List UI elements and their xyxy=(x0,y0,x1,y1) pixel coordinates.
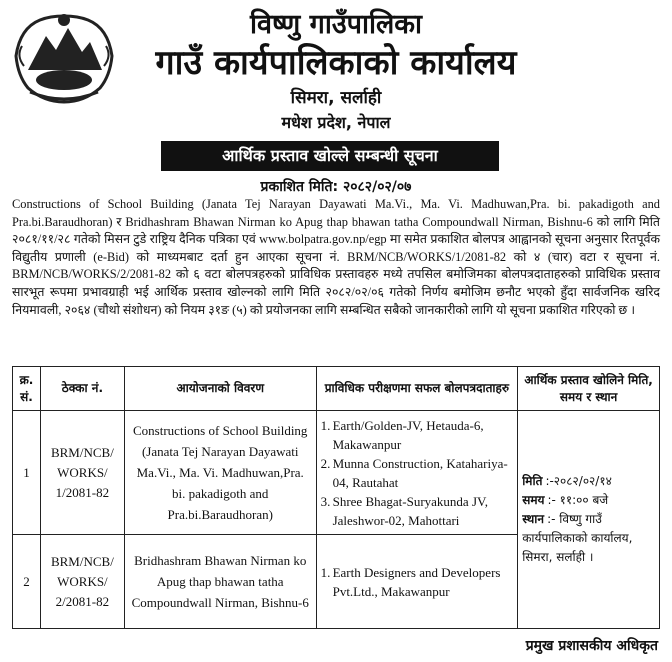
col-header-opening: आर्थिक प्रस्ताव खोलिने मिति, समय र स्थान xyxy=(518,367,660,411)
row-project: Constructions of School Building (Janata Tej Narayan Dayawati Ma.Vi., Ma. Vi. Madhuwan,Pra. bi. pakadigoth and Pra.bi.Baraudhoran) xyxy=(124,411,316,535)
row-bidders xyxy=(316,535,518,629)
municipality-name: विष्णु गाउँपालिका xyxy=(250,9,422,40)
col-header-contract: ठेक्का नं. xyxy=(40,367,124,411)
notice-body: Constructions of School Building (Janata Tej Narayan Dayawati Ma.Vi., Ma. Vi. Madhuwan,Pra. bi. pakadigoth and Pra.bi.Baraudhoran) र Bridhashram Bhawan Nirman ko Apug thap bhawan tatha Compoundwall Nirman, Bishnu-6 को लागि मिति २०८१/११/२८ गतेको मिसन टुडे राष्ट्रिय दैनिक पत्रिका एवं www.bolpatra.gov.np/egp मा समेत प्रकाशित बोलपत्र आह्वानको सूचना अनुसार रितपूर्वक विद्युतीय प्रणाली (e-Bid) को माध्यमबाट दर्ता हुन आएका सूचना नं. BRM/NCB/WORKS/1/2081-82 को ४ (चार) वटा र सूचना नं. BRM/NCB/WORKS/2/2081-82 को ६ वटा बोलपत्रहरुको प्राविधिक प्रस्तावहरु मध्ये तपसिल बमोजिमका बोलपत्रदाताहरुको प्राविधिक प्रस्ताव सारभूत रूपमा प्रभावग्राही भई आर्थिक प्रस्ताव खोल्नको लागि मिति २०८२/०२/०६ गतेको निर्णय बमोजिम छनौट भएको हुँदा सार्वजनिक खरिद नियमावली, २०६४ (चौथो संशोधन) को नियम ३१ङ (५) को प्रयोजनका लागि सम्बन्धित सबैको जानकारीको लागि यो सूचना प्रकाशित गरिएको छ । xyxy=(12,197,660,317)
letterhead xyxy=(0,0,672,140)
bidders-table xyxy=(12,366,660,629)
notice-title: आर्थिक प्रस्ताव खोल्ले सम्बन्धी सूचना xyxy=(161,141,499,171)
published-date: प्रकाशित मिति: २०८२/०२/०७ xyxy=(260,179,412,195)
table-row xyxy=(13,411,660,535)
row-project: Bridhashram Bhawan Nirman ko Apug thap bhawan tatha Compoundwall Nirman, Bishnu-6 xyxy=(124,535,316,629)
row-contract: BRM/NCB/ WORKS/ 2/2081-82 xyxy=(40,535,124,629)
opening-place: स्थान :- विष्णु गाउँ कार्यपालिकाको कार्यालय, सिमरा, सर्लाही । xyxy=(522,512,633,564)
office-name: गाउँ कार्यपालिकाको कार्यालय xyxy=(155,43,517,83)
col-header-bidders: प्राविधिक परीक्षणमा सफल बोलपत्रदाताहरु xyxy=(316,367,518,411)
bidder-item: 3. Shree Bhagat-Suryakunda JV, Jaleshwor-02, Mahottari xyxy=(320,493,488,528)
signature-title: प्रमुख प्रशासकीय अधिकृत xyxy=(525,638,658,654)
row-sn: 1 xyxy=(13,411,41,535)
col-header-sn: क्र. सं. xyxy=(13,367,41,411)
row-sn: 2 xyxy=(13,535,41,629)
bidder-item: 1. Earth/Golden-JV, Hetauda-6, Makawanpur xyxy=(320,417,484,452)
bidder-item: 1. Earth Designers and Developers Pvt.Ltd., Makawanpur xyxy=(320,564,501,599)
opening-date: मिति :-२०८२/०२/१४ xyxy=(522,474,612,488)
bidder-item: 2. Munna Construction, Katahariya-04, Rautahat xyxy=(320,455,508,490)
office-location: सिमरा, सर्लाही xyxy=(290,88,382,108)
row-bidders xyxy=(316,411,518,535)
opening-details xyxy=(518,411,660,629)
opening-time: समय :- ११:०० बजे xyxy=(522,493,609,507)
province-name: मधेश प्रदेश, नेपाल xyxy=(281,113,391,132)
col-header-project: आयोजनाको विवरण xyxy=(124,367,316,411)
row-contract: BRM/NCB/ WORKS/ 1/2081-82 xyxy=(40,411,124,535)
table-header-row xyxy=(13,367,660,411)
